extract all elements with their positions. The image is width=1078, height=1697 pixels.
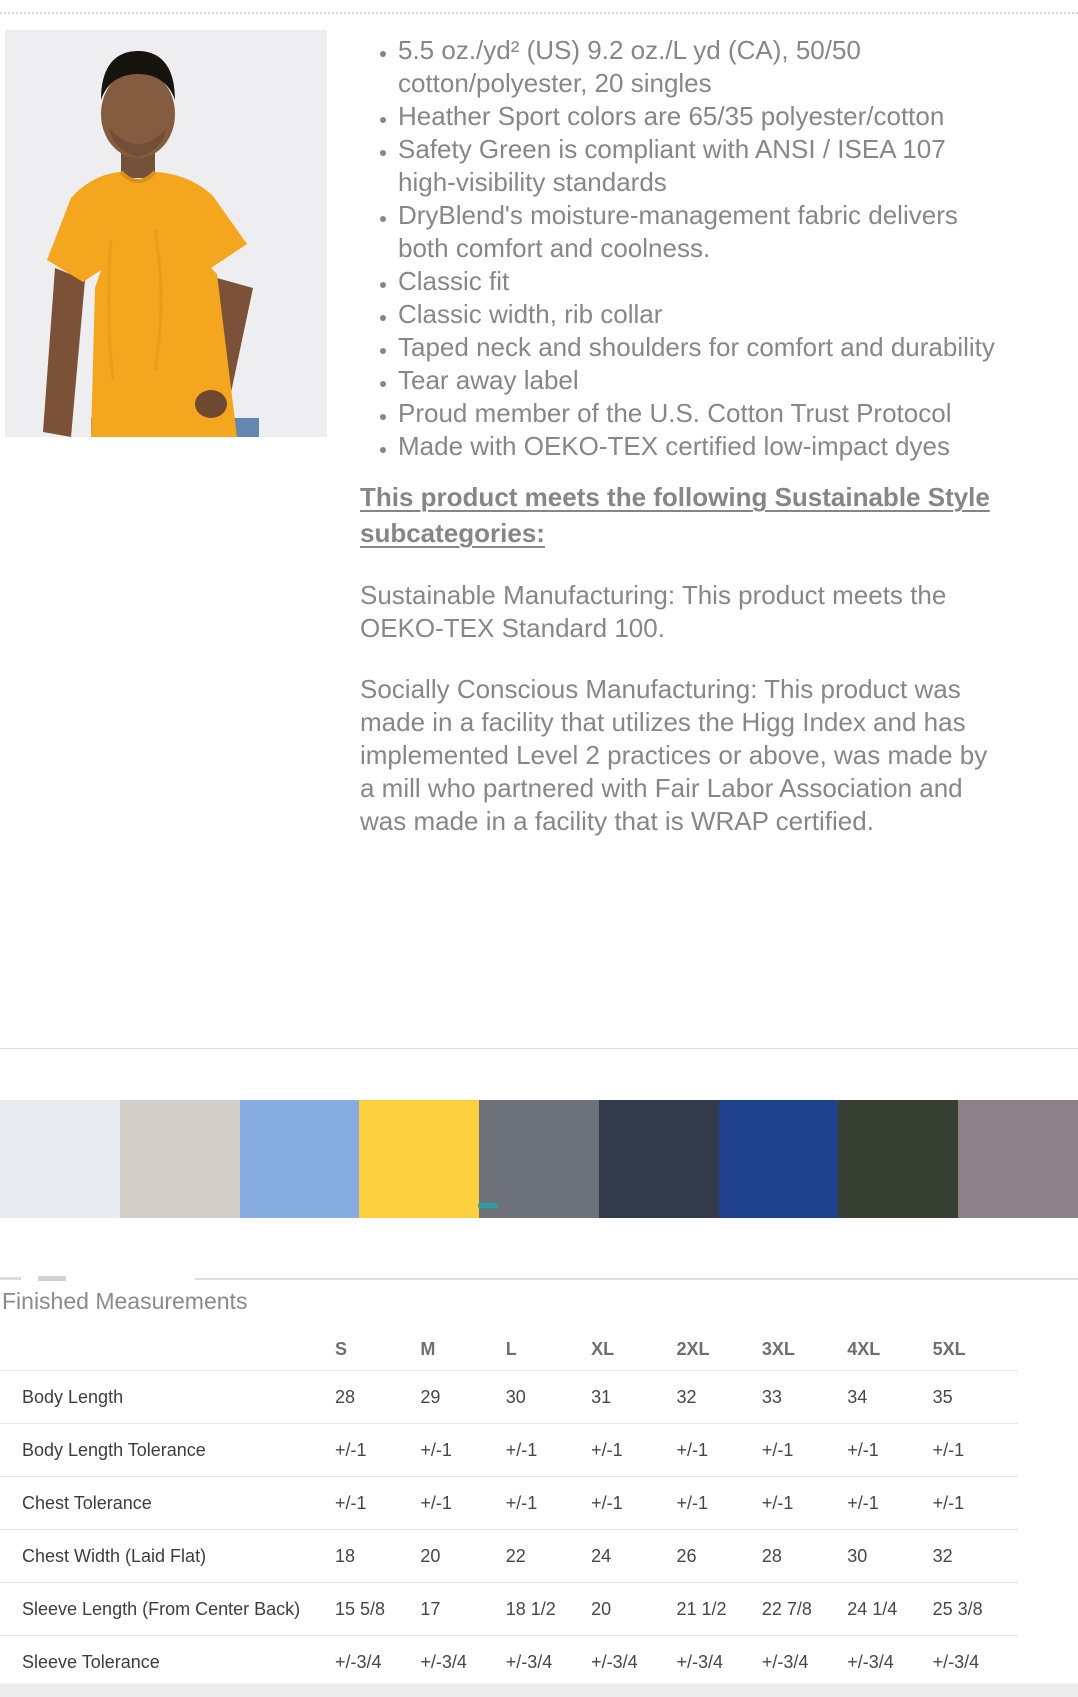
feature-item: • DryBlend's moisture-management fabric delivers both comfort and coolness. [398, 199, 1002, 265]
section-dotted-divider [0, 12, 1078, 14]
swatch-selected-indicator [478, 1203, 498, 1208]
cropped-ui-remnant-line [195, 1278, 1078, 1280]
socially-conscious-paragraph: Socially Conscious Manufacturing: This product was made in a facility that utilizes the Higg Index and has implemented Level 2 practices or above, was made by a mill who partnered with Fair Labor Association and was made in a facility that is WRAP certified. [360, 674, 988, 836]
measurement-label: Chest Width (Laid Flat) [0, 1530, 335, 1583]
measurement-value: +/-1 [762, 1424, 847, 1477]
measurement-value: +/-3/4 [847, 1636, 932, 1689]
measurement-value: 29 [420, 1371, 505, 1424]
measurement-value: +/-1 [506, 1424, 591, 1477]
measurement-value: +/-1 [762, 1477, 847, 1530]
measurement-value: +/-1 [591, 1477, 676, 1530]
size-column-header: L [505, 1339, 517, 1359]
finished-measurements-title: Finished Measurements [2, 1288, 248, 1314]
measurements-header-row [0, 1330, 1018, 1371]
color-swatch-royal-blue[interactable] [719, 1100, 839, 1218]
color-swatch-forest-green[interactable] [838, 1100, 958, 1218]
measurement-value: 18 1/2 [506, 1583, 591, 1636]
measurement-value: 30 [847, 1530, 932, 1583]
measurement-value: +/-3/4 [420, 1636, 505, 1689]
measurement-value: +/-3/4 [933, 1636, 1018, 1689]
product-description [360, 30, 1002, 838]
color-swatch-ice-white[interactable] [0, 1100, 120, 1218]
feature-item: • Heather Sport colors are 65/35 polyester/cotton [398, 100, 1002, 133]
feature-item: • Tear away label [398, 364, 1002, 397]
cropped-ui-remnant [38, 1276, 66, 1281]
measurement-value: 17 [420, 1583, 505, 1636]
measurement-value: 18 [335, 1530, 420, 1583]
measurement-value: 21 1/2 [677, 1583, 762, 1636]
measurement-row [0, 1530, 1018, 1583]
sustainable-style-heading: This product meets the following Sustainable Style subcategories: [360, 482, 990, 548]
size-column-header: M [420, 1339, 436, 1359]
feature-list [360, 34, 1002, 463]
measurement-value: 34 [847, 1371, 932, 1424]
color-swatch-strip [0, 1100, 1078, 1218]
measurement-value: 26 [677, 1530, 762, 1583]
measurement-value: +/-1 [335, 1477, 420, 1530]
measurement-value: 22 [506, 1530, 591, 1583]
measurement-row [0, 1424, 1018, 1477]
measurement-value: 35 [933, 1371, 1018, 1424]
color-swatch-sand[interactable] [120, 1100, 240, 1218]
measurement-value: +/-1 [933, 1477, 1018, 1530]
measurement-value: +/-3/4 [591, 1636, 676, 1689]
measurement-value: 22 7/8 [762, 1583, 847, 1636]
feature-item: • Classic width, rib collar [398, 298, 1002, 331]
color-swatch-mauve-gray[interactable] [958, 1100, 1078, 1218]
size-column-header: 3XL [761, 1339, 795, 1359]
size-column-header: 5XL [932, 1339, 966, 1359]
size-column-header: XL [591, 1339, 615, 1359]
measurement-value: +/-1 [933, 1424, 1018, 1477]
feature-item: • Taped neck and shoulders for comfort and durability [398, 331, 1002, 364]
measurement-value: +/-3/4 [506, 1636, 591, 1689]
feature-item: • Proud member of the U.S. Cotton Trust Protocol [398, 397, 1002, 430]
measurement-label: Sleeve Length (From Center Back) [0, 1583, 335, 1636]
measurement-label: Body Length Tolerance [0, 1424, 335, 1477]
model-gold-tshirt-illustration [5, 30, 327, 437]
measurement-value: 24 [591, 1530, 676, 1583]
measurement-value: +/-1 [847, 1424, 932, 1477]
measurement-row [0, 1636, 1018, 1689]
measurements-corner-cell [0, 1330, 335, 1371]
color-swatch-gold[interactable] [359, 1100, 479, 1218]
measurement-value: +/-1 [506, 1477, 591, 1530]
measurement-value: 30 [506, 1371, 591, 1424]
content-divider [0, 1048, 1078, 1049]
sustainable-manufacturing-paragraph: Sustainable Manufacturing: This product meets the OEKO-TEX Standard 100. [360, 580, 947, 643]
feature-item: • 5.5 oz./yd² (US) 9.2 oz./L yd (CA), 50/50 cotton/polyester, 20 singles [398, 34, 1002, 100]
measurement-label: Body Length [0, 1371, 335, 1424]
color-swatch-light-blue[interactable] [240, 1100, 360, 1218]
measurement-value: 15 5/8 [335, 1583, 420, 1636]
measurement-value: +/-1 [677, 1424, 762, 1477]
measurement-value: +/-1 [420, 1424, 505, 1477]
measurement-row [0, 1583, 1018, 1636]
measurement-value: 20 [420, 1530, 505, 1583]
measurements-body [0, 1371, 1018, 1689]
measurement-value: 24 1/4 [847, 1583, 932, 1636]
measurements-table [0, 1330, 1018, 1688]
measurement-value: 33 [762, 1371, 847, 1424]
feature-item: • Made with OEKO-TEX certified low-impact dyes [398, 430, 1002, 463]
color-swatch-dark-navy[interactable] [599, 1100, 719, 1218]
size-column-header: 4XL [847, 1339, 881, 1359]
size-column-header: 2XL [676, 1339, 710, 1359]
measurement-value: +/-1 [591, 1424, 676, 1477]
feature-item: • Safety Green is compliant with ANSI / ISEA 107 high-visibility standards [398, 133, 1002, 199]
size-column-header: S [335, 1339, 348, 1359]
measurement-row [0, 1371, 1018, 1424]
measurement-value: 28 [762, 1530, 847, 1583]
measurement-value: 20 [591, 1583, 676, 1636]
product-photo[interactable] [5, 30, 327, 437]
measurement-value: 28 [335, 1371, 420, 1424]
measurement-value: +/-1 [420, 1477, 505, 1530]
measurement-value: 31 [591, 1371, 676, 1424]
measurement-label: Chest Tolerance [0, 1477, 335, 1530]
color-swatch-slate-gray[interactable] [479, 1100, 599, 1218]
measurement-value: +/-3/4 [677, 1636, 762, 1689]
measurement-value: +/-3/4 [762, 1636, 847, 1689]
next-section-edge [0, 1683, 1078, 1697]
measurement-row [0, 1477, 1018, 1530]
feature-item: • Classic fit [398, 265, 1002, 298]
measurement-value: 25 3/8 [933, 1583, 1018, 1636]
measurement-value: +/-1 [847, 1477, 932, 1530]
measurement-value: +/-3/4 [335, 1636, 420, 1689]
measurement-value: +/-1 [677, 1477, 762, 1530]
measurement-value: 32 [677, 1371, 762, 1424]
measurement-value: +/-1 [335, 1424, 420, 1477]
cropped-ui-remnant [0, 1277, 21, 1280]
measurement-label: Sleeve Tolerance [0, 1636, 335, 1689]
measurement-value: 32 [933, 1530, 1018, 1583]
